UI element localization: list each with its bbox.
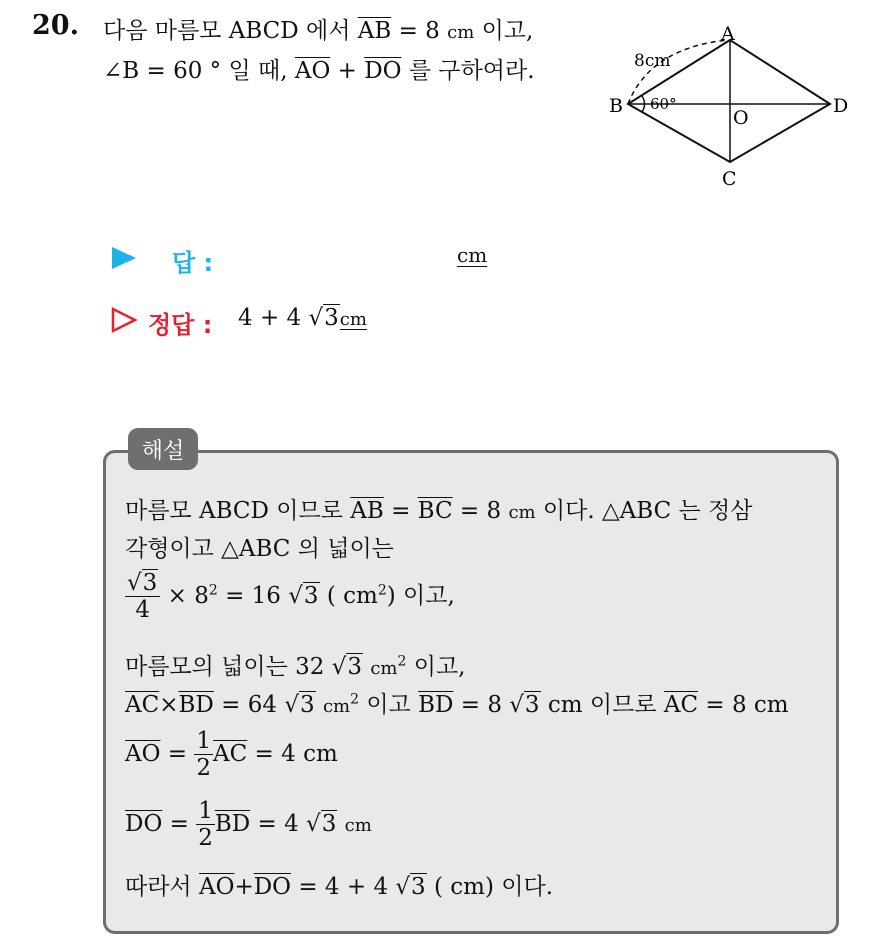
solution-line-7: $\overline{DO}$ = $\frac{1}{2}$ $\overline{BD} = 4$ √3 cm <box>125 798 372 852</box>
segment-ab: $\overline{AB}$ <box>357 18 392 44</box>
answer-unit[interactable]: cm <box>457 243 488 267</box>
segment-do: $\overline{DO}$ <box>364 58 402 84</box>
angle-label: 60° <box>650 95 677 113</box>
solution-line-1: 마름모 ABCD 이므로 $\overline{AB} = \overline{BC} = 8$ cm 이다. △ABC 는 정삼 <box>125 498 753 524</box>
correct-answer-arrow-icon <box>110 306 138 334</box>
side-length-label: 8cm <box>634 51 671 71</box>
question-line-2: ∠B = 60 ° 일 때, $\overline{AO} + \overline{DO}$ 를 구하여라. <box>103 58 535 84</box>
segment-ao: $\overline{AO}$ <box>294 58 331 84</box>
vertex-label-d: D <box>833 95 849 117</box>
question-line-1: 다음 마름모 ABCD 에서 $\overline{AB} = 8$ cm 이고, <box>103 18 534 44</box>
answer-label: 답 : <box>172 249 214 277</box>
vertex-label-b: B <box>609 95 623 117</box>
solution-line-6: $\overline{AO}$ = $\frac{1}{2}$ $\overline{AC} = 4$ cm <box>125 728 338 782</box>
solution-line-4: 마름모의 넓이는 32 √3 $cm^2$ 이고, <box>125 653 466 680</box>
center-label-o: O <box>733 107 749 129</box>
vertex-label-a: A <box>721 23 735 45</box>
solution-line-2: 각형이고 △ABC 의 넓이는 <box>125 536 394 562</box>
angle-b: ∠B = 60 ° <box>103 58 222 84</box>
solution-line-5: $\overline{AC}\times\overline{BD} = 64$ √3 $cm^2$ 이고 $\overline{BD} = 8$ √3 cm 이므로 $\overline{AC} = 8$ cm <box>125 691 789 718</box>
question-number: 20. <box>32 10 79 41</box>
correct-answer-label: 정답 : <box>148 311 213 339</box>
solution-line-3: $\frac{√3}{4}$ × $8^2 = 16$ √3 ( $cm^2$) 이고, <box>127 570 455 624</box>
solution-line-8: 따라서 $\overline{AO}+\overline{DO} = 4 + 4$ √3 ( cm) 이다. <box>125 874 554 900</box>
vertex-label-c: C <box>722 168 737 190</box>
answer-arrow-icon <box>112 247 136 269</box>
rhombus-figure <box>600 20 860 195</box>
sqrt-symbol: √3 <box>308 305 339 331</box>
solution-tag: 해설 <box>128 428 198 470</box>
correct-answer-value: 4 + 4 √3cm <box>238 305 367 331</box>
